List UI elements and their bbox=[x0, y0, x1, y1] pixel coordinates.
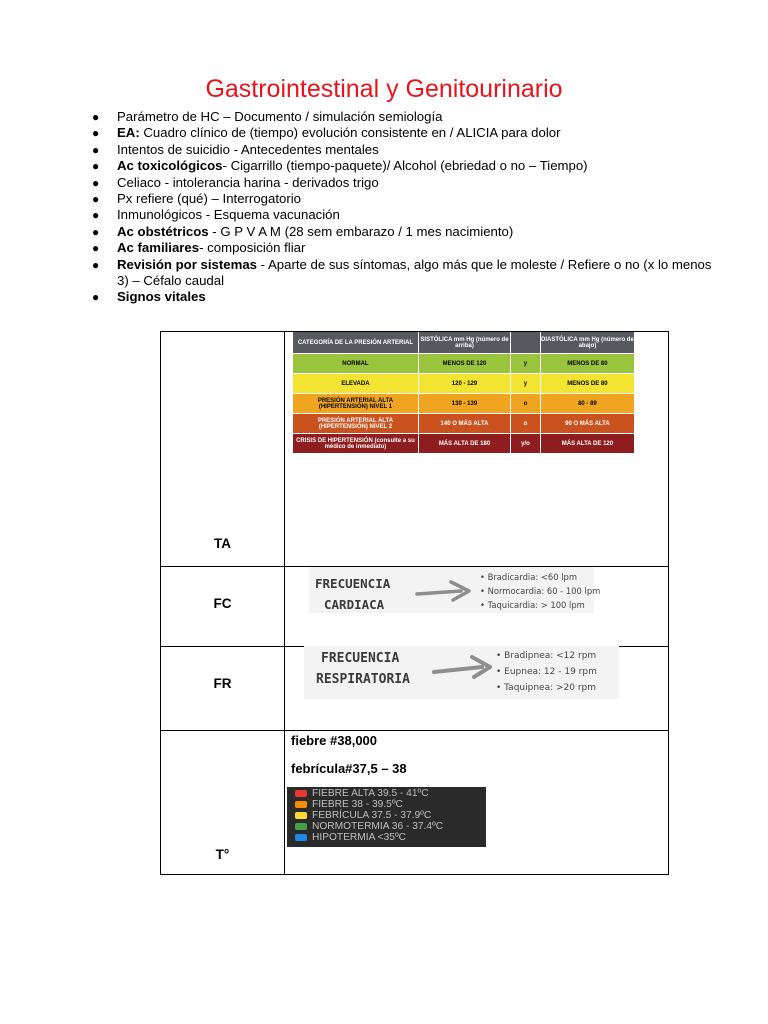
arrow-icon bbox=[415, 579, 473, 603]
bp-row-crisis: CRISIS DE HIPERTENSIÓN (consulte a su médico de inmediato) MÁS ALTA DE 180 y/o MÁS ALTA DE 120 bbox=[293, 434, 634, 453]
list-item: ● Ac toxicológicos- Cigarrillo (tiempo-paquete)/ Alcohol (ebriedad o no – Tiempo) bbox=[92, 158, 588, 174]
bullet-icon: ● bbox=[92, 208, 100, 223]
page-title: Gastrointestinal y Genitourinario bbox=[205, 75, 563, 103]
list-item: ● Px refiere (qué) – Interrogatorio bbox=[92, 191, 301, 207]
list-item: ● Ac familiares- composición fliar bbox=[92, 240, 306, 256]
bullet-icon: ● bbox=[92, 175, 100, 190]
blue-swatch-icon bbox=[295, 834, 307, 841]
bp-row-nivel-2: PRESIÓN ARTERIAL ALTA (HIPERTENSIÓN) NIVEL 2 140 O MÁS ALTA o 90 O MÁS ALTA bbox=[293, 414, 634, 433]
bullet-icon: ● bbox=[92, 257, 100, 272]
bp-row-elevada: ELEVADA 120 - 129 y MENOS DE 80 bbox=[293, 374, 634, 393]
orange-swatch-icon bbox=[295, 801, 307, 808]
bullet-icon: ● bbox=[92, 126, 100, 141]
list-item: ● EA: Cuadro clínico de (tiempo) evolución consistente en / ALICIA para dolor bbox=[92, 125, 561, 141]
list-item: ● Celiaco - intolerancia harina - derivados trigo bbox=[92, 174, 379, 190]
bullet-icon: ● bbox=[92, 192, 100, 207]
temperature-label: T° bbox=[215, 847, 230, 862]
bullet-icon: ● bbox=[92, 241, 100, 256]
bullet-icon: ● bbox=[92, 142, 100, 157]
legend-item: HIPOTERMIA <35ºC bbox=[295, 833, 406, 843]
fr-row bbox=[161, 646, 668, 731]
bullet-icon: ● bbox=[92, 110, 100, 124]
yellow-swatch-icon bbox=[295, 812, 307, 819]
bullet-icon: ● bbox=[92, 224, 100, 239]
list-item: ● Inmunológicos - Esquema vacunación bbox=[92, 207, 340, 223]
bullet-icon: ● bbox=[92, 290, 100, 305]
list-item: ● Intentos de suicidio - Antecedentes mentales bbox=[92, 141, 379, 157]
legend-item: FEBRÍCULA 37.5 - 37.9ºC bbox=[295, 811, 431, 821]
red-swatch-icon bbox=[295, 790, 307, 797]
bullet-icon: ● bbox=[92, 159, 100, 174]
temperature-legend-image bbox=[287, 787, 486, 847]
fc-row bbox=[161, 566, 668, 647]
legend-item: NORMOTERMIA 36 - 37.4ºC bbox=[295, 822, 443, 832]
green-swatch-icon bbox=[295, 823, 307, 830]
ta-row bbox=[161, 332, 668, 567]
legend-item: FIEBRE 38 - 39.5ºC bbox=[295, 800, 403, 810]
list-item: ● Ac obstétricos - G P V A M (28 sem embarazo / 1 mes nacimiento) bbox=[92, 223, 514, 239]
list-item: ● Parámetro de HC – Documento / simulación semiología bbox=[92, 109, 443, 124]
list-item: ● Signos vitales bbox=[92, 289, 206, 305]
fr-label: FR bbox=[213, 676, 232, 691]
bp-row-nivel-1: PRESIÓN ARTERIAL ALTA (HIPERTENSIÓN) NIVEL 1 130 - 139 o 80 - 89 bbox=[293, 394, 634, 413]
ta-label: TA bbox=[214, 536, 231, 551]
blood-pressure-chart bbox=[293, 332, 634, 454]
fc-label: FC bbox=[213, 596, 232, 611]
list-item: ● Revisión por sistemas - Aparte de sus síntomas, algo más que le moleste / Refiere o no (x lo menos 3) – Céfalo caudal bbox=[92, 256, 712, 289]
arrow-icon bbox=[432, 654, 494, 680]
febricula-text: febrícula#37,5 – 38 bbox=[291, 761, 407, 776]
legend-item: FIEBRE ALTA 39.5 - 41ºC bbox=[295, 789, 429, 799]
fr-reference-image: FRECUENCIA RESPIRATORIA • Bradipnea: <12 rpm • Eupnea: 12 - 19 rpm • Taquipnea: >20 rpm bbox=[304, 646, 619, 699]
fc-reference-image: FRECUENCIA CARDIACA • Bradicardia: <60 lpm • Normocardia: 60 - 100 lpm • Taquicardia: > 100 lpm bbox=[309, 567, 594, 613]
bp-header-row: CATEGORÍA DE LA PRESIÓN ARTERIAL SISTÓLICA mm Hg (número de arriba) DIASTÓLICA mm Hg (número de abajo) bbox=[293, 332, 634, 353]
bullet-list bbox=[92, 109, 712, 306]
bp-row-normal: NORMAL MENOS DE 120 y MENOS DE 80 bbox=[293, 354, 634, 373]
fiebre-text: fiebre #38,000 bbox=[291, 733, 378, 748]
